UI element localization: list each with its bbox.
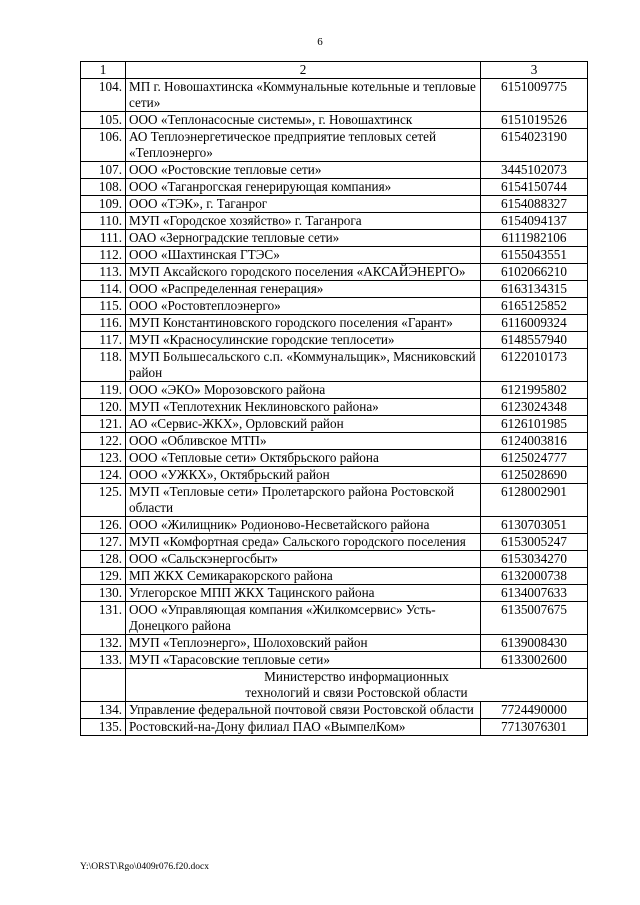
table-row <box>81 433 588 450</box>
row-organization-name: ООО «Сальскэнергосбыт» <box>126 551 481 568</box>
row-inn: 6151009775 <box>481 79 588 112</box>
table-header-row <box>81 62 588 79</box>
row-inn: 6121995802 <box>481 382 588 399</box>
row-number: 117. <box>81 332 126 349</box>
row-number: 123. <box>81 450 126 467</box>
row-inn: 6125028690 <box>481 467 588 484</box>
row-inn: 6139008430 <box>481 635 588 652</box>
table-row <box>81 702 588 719</box>
row-organization-name: ООО «Обливское МТП» <box>126 433 481 450</box>
row-number: 126. <box>81 517 126 534</box>
table-row <box>81 652 588 669</box>
table-row <box>81 112 588 129</box>
row-inn: 6111982106 <box>481 230 588 247</box>
footer-file-path: Y:\ORST\Rgo\0409r076.f20.docx <box>80 862 209 872</box>
row-inn: 6102066210 <box>481 264 588 281</box>
row-inn: 6153005247 <box>481 534 588 551</box>
row-number: 132. <box>81 635 126 652</box>
row-number: 124. <box>81 467 126 484</box>
row-number: 113. <box>81 264 126 281</box>
row-inn: 6163134315 <box>481 281 588 298</box>
row-number: 131. <box>81 602 126 635</box>
table-row <box>81 129 588 162</box>
table-row <box>81 264 588 281</box>
table-row <box>81 484 588 517</box>
row-inn: 6148557940 <box>481 332 588 349</box>
row-number: 109. <box>81 196 126 213</box>
row-inn: 6153034270 <box>481 551 588 568</box>
row-inn: 6130703051 <box>481 517 588 534</box>
row-number: 114. <box>81 281 126 298</box>
row-number: 135. <box>81 719 126 736</box>
row-number: 119. <box>81 382 126 399</box>
row-inn: 6154023190 <box>481 129 588 162</box>
row-organization-name: МП г. Новошахтинска «Коммунальные котельные и тепловые сети» <box>126 79 481 112</box>
row-inn: 6134007633 <box>481 585 588 602</box>
table-row <box>81 349 588 382</box>
table-row <box>81 568 588 585</box>
table-row <box>81 602 588 635</box>
row-number: 120. <box>81 399 126 416</box>
row-number: 127. <box>81 534 126 551</box>
row-organization-name: МУП «Городское хозяйство» г. Таганрога <box>126 213 481 230</box>
table-body-heat-supply <box>81 79 588 669</box>
row-inn: 6116009324 <box>481 315 588 332</box>
table-row <box>81 551 588 568</box>
row-number: 134. <box>81 702 126 719</box>
row-inn: 6123024348 <box>481 399 588 416</box>
organizations-table <box>80 61 588 736</box>
row-inn: 6124003816 <box>481 433 588 450</box>
row-number: 105. <box>81 112 126 129</box>
table-row <box>81 382 588 399</box>
table-row <box>81 585 588 602</box>
table-row <box>81 416 588 433</box>
row-organization-name: ООО «Жилищник» Родионово-Несветайского района <box>126 517 481 534</box>
table-row <box>81 719 588 736</box>
row-organization-name: ООО «Таганрогская генерирующая компания» <box>126 179 481 196</box>
row-organization-name: ООО «Ростовтеплоэнерго» <box>126 298 481 315</box>
row-organization-name: МУП «Тепловые сети» Пролетарского района Ростовской области <box>126 484 481 517</box>
row-organization-name: Ростовский-на-Дону филиал ПАО «ВымпелКом» <box>126 719 481 736</box>
row-inn: 6133002600 <box>481 652 588 669</box>
row-number: 116. <box>81 315 126 332</box>
row-number: 104. <box>81 79 126 112</box>
row-inn: 6132000738 <box>481 568 588 585</box>
row-organization-name: МУП «Теплотехник Неклиновского района» <box>126 399 481 416</box>
row-inn: 6122010173 <box>481 349 588 382</box>
row-organization-name: Углегорское МПП ЖКХ Тацинского района <box>126 585 481 602</box>
row-number: 133. <box>81 652 126 669</box>
header-col-name: 2 <box>126 62 481 79</box>
table-row <box>81 635 588 652</box>
row-number: 130. <box>81 585 126 602</box>
row-organization-name: ООО «Теплонасосные системы», г. Новошахтинск <box>126 112 481 129</box>
row-organization-name: ООО «Ростовские тепловые сети» <box>126 162 481 179</box>
row-inn: 6125024777 <box>481 450 588 467</box>
row-organization-name: ООО «Шахтинская ГТЭС» <box>126 247 481 264</box>
row-inn: 6154150744 <box>481 179 588 196</box>
section-title-line1: Министерство информационных <box>264 669 449 684</box>
row-number: 128. <box>81 551 126 568</box>
table-row <box>81 247 588 264</box>
row-inn: 6154094137 <box>481 213 588 230</box>
table-row <box>81 467 588 484</box>
row-organization-name: ООО «ТЭК», г. Таганрог <box>126 196 481 213</box>
row-organization-name: АО Теплоэнергетическое предприятие тепловых сетей «Теплоэнерго» <box>126 129 481 162</box>
page-number: 6 <box>317 36 323 48</box>
table-row <box>81 399 588 416</box>
row-number: 118. <box>81 349 126 382</box>
row-organization-name: МУП «Комфортная среда» Сальского городского поселения <box>126 534 481 551</box>
row-inn: 6154088327 <box>481 196 588 213</box>
row-organization-name: ООО «Управляющая компания «Жилкомсервис» Усть-Донецкого района <box>126 602 481 635</box>
row-inn: 6151019526 <box>481 112 588 129</box>
row-number: 129. <box>81 568 126 585</box>
row-inn: 6126101985 <box>481 416 588 433</box>
row-inn: 6128002901 <box>481 484 588 517</box>
row-organization-name: МУП Константиновского городского поселения «Гарант» <box>126 315 481 332</box>
row-inn: 3445102073 <box>481 162 588 179</box>
row-number: 110. <box>81 213 126 230</box>
row-organization-name: МУП «Тарасовские тепловые сети» <box>126 652 481 669</box>
row-organization-name: МП ЖКХ Семикаракорского района <box>126 568 481 585</box>
table-row <box>81 230 588 247</box>
row-organization-name: ООО «Тепловые сети» Октябрьского района <box>126 450 481 467</box>
header-col-inn: 3 <box>481 62 588 79</box>
table-row <box>81 298 588 315</box>
row-organization-name: МУП «Красносулинские городские теплосети» <box>126 332 481 349</box>
row-organization-name: ООО «Распределенная генерация» <box>126 281 481 298</box>
header-col-number: 1 <box>81 62 126 79</box>
row-number: 125. <box>81 484 126 517</box>
row-organization-name: АО «Сервис-ЖКХ», Орловский район <box>126 416 481 433</box>
table-row <box>81 332 588 349</box>
row-organization-name: ООО «ЭКО» Морозовского района <box>126 382 481 399</box>
row-number: 115. <box>81 298 126 315</box>
table-row <box>81 450 588 467</box>
table-row <box>81 79 588 112</box>
row-organization-name: МУП «Теплоэнерго», Шолоховский район <box>126 635 481 652</box>
table-row <box>81 179 588 196</box>
table-row <box>81 534 588 551</box>
row-organization-name: ООО «УЖКХ», Октябрьский район <box>126 467 481 484</box>
row-inn: 6135007675 <box>481 602 588 635</box>
table-row <box>81 196 588 213</box>
row-organization-name: Управление федеральной почтовой связи Ростовской области <box>126 702 481 719</box>
section-title-line2: технологий и связи Ростовской области <box>245 685 468 700</box>
table-row <box>81 281 588 298</box>
row-organization-name: ОАО «Зерноградские тепловые сети» <box>126 230 481 247</box>
section-header-row <box>81 669 588 702</box>
row-inn: 7713076301 <box>481 719 588 736</box>
table-row <box>81 213 588 230</box>
table-body-communications <box>81 702 588 736</box>
row-organization-name: МУП Большесальского с.п. «Коммунальщик», Мясниковский район <box>126 349 481 382</box>
table-section <box>81 669 588 702</box>
row-organization-name: МУП Аксайского городского поселения «АКСАЙЭНЕРГО» <box>126 264 481 281</box>
row-inn: 7724490000 <box>481 702 588 719</box>
row-number: 122. <box>81 433 126 450</box>
table-row <box>81 517 588 534</box>
row-number: 111. <box>81 230 126 247</box>
row-inn: 6165125852 <box>481 298 588 315</box>
section-title <box>126 669 588 702</box>
row-number: 107. <box>81 162 126 179</box>
row-inn: 6155043551 <box>481 247 588 264</box>
table-row <box>81 162 588 179</box>
table-row <box>81 315 588 332</box>
row-number: 106. <box>81 129 126 162</box>
row-number: 112. <box>81 247 126 264</box>
row-number: 121. <box>81 416 126 433</box>
row-number: 108. <box>81 179 126 196</box>
